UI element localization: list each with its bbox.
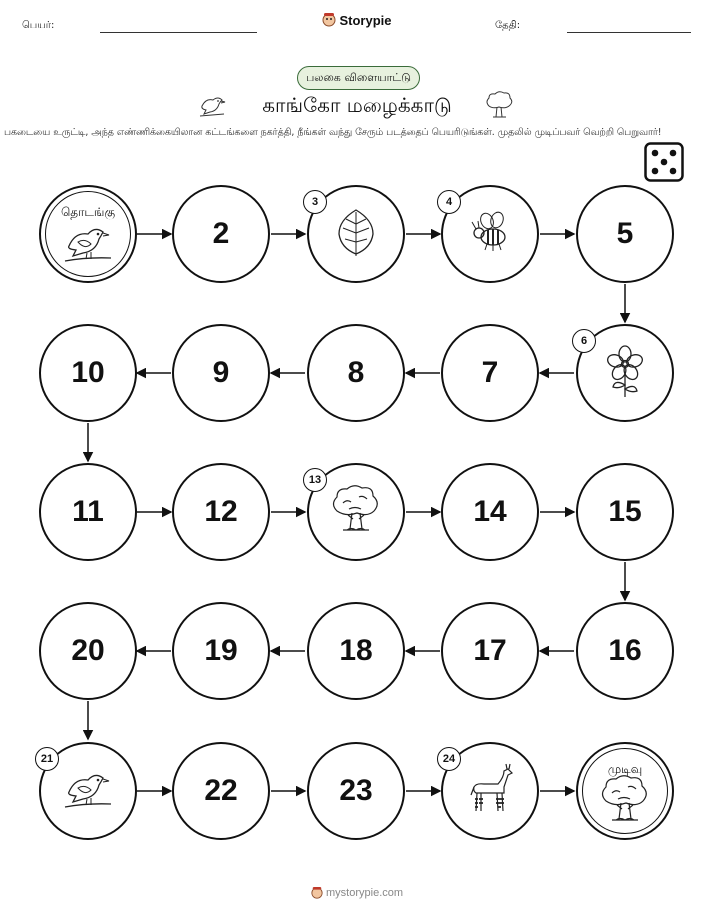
- board-square[interactable]: [441, 602, 539, 700]
- okapi-icon: [464, 763, 516, 819]
- square-number-badge: 21: [35, 747, 59, 771]
- board-square[interactable]: [172, 602, 270, 700]
- square-number: 12: [204, 495, 238, 528]
- footer-url: mystorypie.com: [326, 886, 404, 899]
- game-type-tag: பலகை விளையாட்டு: [297, 66, 420, 90]
- board-square[interactable]: [576, 463, 674, 561]
- square-number: 7: [481, 356, 499, 389]
- bird-icon: [61, 766, 115, 816]
- board-square[interactable]: [441, 324, 539, 422]
- flower-icon: [603, 343, 647, 403]
- board-square[interactable]: [307, 742, 405, 840]
- brand-name: Storypie: [339, 12, 392, 28]
- square-number-badge: 6: [572, 329, 596, 353]
- square-number: 23: [339, 774, 373, 807]
- square-number: 20: [71, 634, 105, 667]
- square-number: 16: [608, 634, 642, 667]
- board-square[interactable]: [172, 324, 270, 422]
- finish-square[interactable]: [576, 742, 674, 840]
- leaf-icon: [333, 206, 379, 262]
- board-square[interactable]: [441, 463, 539, 561]
- square-number: 22: [204, 774, 238, 807]
- square-number: 2: [212, 217, 230, 250]
- square-number-badge: 24: [437, 747, 461, 771]
- tree-icon: [327, 483, 385, 541]
- board-square[interactable]: [172, 742, 270, 840]
- start-label: தொடங்கு: [60, 205, 116, 219]
- square-number: 18: [339, 634, 373, 667]
- square-number: 11: [72, 495, 104, 528]
- finish-label: முடிவு: [607, 762, 643, 776]
- square-number: 14: [473, 495, 507, 528]
- storypie-logo-icon: [311, 887, 326, 899]
- start-square[interactable]: [39, 185, 137, 283]
- square-number: 8: [347, 356, 365, 389]
- bird-icon: [61, 220, 115, 270]
- instructions: பகடையை உருட்டி, அந்த எண்ணிக்கையிலான கட்டங்களை நகர்த்தி, நீங்கள் வந்து சேரும் படத்தைப் பெயரிடுங்கள். முதலில் முடிப்பவர் வெற்றி பெறுவார்!: [4, 127, 662, 138]
- square-number: 5: [616, 217, 634, 250]
- footer: [0, 886, 714, 900]
- board-square[interactable]: [39, 463, 137, 561]
- square-number: 17: [473, 634, 507, 667]
- tree-icon: [596, 773, 654, 831]
- square-number: 19: [204, 634, 238, 667]
- date-label: தேதி:: [495, 20, 521, 31]
- board-square[interactable]: [172, 463, 270, 561]
- square-number: 9: [212, 356, 230, 389]
- square-number-badge: 13: [303, 468, 327, 492]
- board-square[interactable]: [576, 602, 674, 700]
- square-number-badge: 4: [437, 190, 461, 214]
- board-square[interactable]: [39, 602, 137, 700]
- name-label: பெயர்:: [22, 20, 55, 31]
- board-square[interactable]: [576, 185, 674, 283]
- board-square[interactable]: [307, 324, 405, 422]
- square-number: 15: [608, 495, 642, 528]
- bee-icon: [467, 211, 513, 257]
- board-square[interactable]: [39, 324, 137, 422]
- square-number-badge: 3: [303, 190, 327, 214]
- page-title: காங்கோ மழைக்காடு: [262, 93, 452, 117]
- board-square[interactable]: [172, 185, 270, 283]
- board-square[interactable]: [307, 602, 405, 700]
- square-number: 10: [71, 356, 105, 389]
